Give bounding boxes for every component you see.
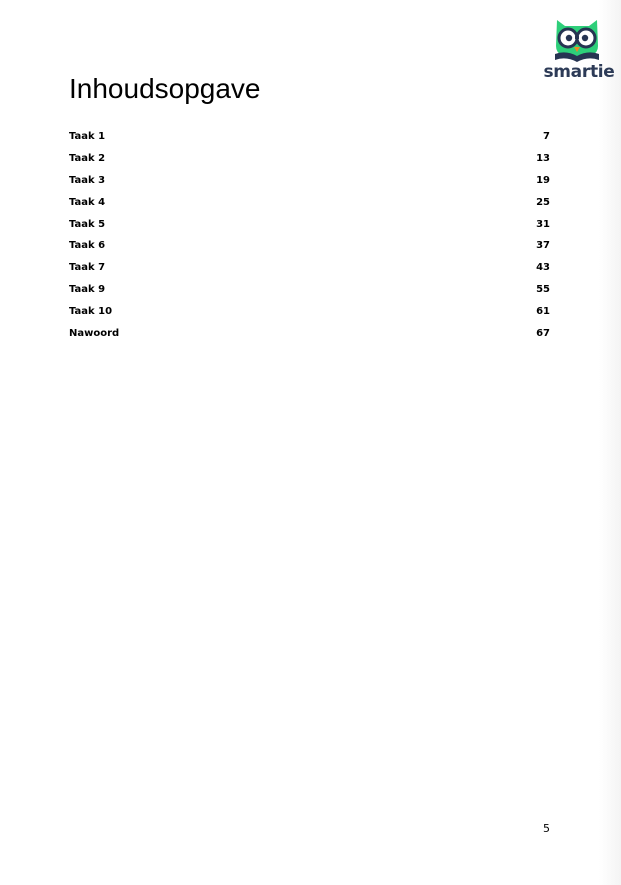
- toc-entry-page: 61: [536, 305, 550, 317]
- toc-row[interactable]: [69, 191, 550, 213]
- toc-entry-page: 37: [536, 240, 550, 252]
- toc-row[interactable]: [69, 148, 550, 170]
- toc-row[interactable]: [69, 322, 550, 344]
- table-of-contents: [69, 126, 550, 344]
- toc-entry-label: Taak 7: [69, 262, 106, 274]
- toc-entry-page: 19: [536, 174, 550, 186]
- toc-row[interactable]: [69, 235, 550, 257]
- page-number: 5: [543, 822, 550, 835]
- toc-row[interactable]: [69, 126, 550, 148]
- toc-row[interactable]: [69, 279, 550, 301]
- page-edge-shadow: [599, 0, 621, 885]
- toc-entry-page: 55: [536, 283, 550, 295]
- logo-wordmark: smartie: [543, 62, 615, 82]
- toc-entry-label: Taak 5: [69, 218, 106, 230]
- toc-entry-page: 13: [536, 153, 550, 165]
- toc-entry-label: Taak 1: [69, 131, 106, 143]
- page-title: Inhoudsopgave: [69, 73, 261, 104]
- toc-row[interactable]: [69, 257, 550, 279]
- toc-entry-page: 67: [536, 327, 550, 339]
- toc-entry-label: Taak 10: [69, 305, 113, 317]
- toc-entry-page: 25: [536, 196, 550, 208]
- toc-entry-label: Taak 4: [69, 196, 106, 208]
- toc-entry-label: Taak 3: [69, 174, 106, 186]
- toc-entry-page: 43: [536, 262, 550, 274]
- toc-entry-page: 31: [536, 218, 550, 230]
- toc-row[interactable]: [69, 213, 550, 235]
- smartie-logo: [541, 16, 617, 88]
- toc-entry-label: Taak 9: [69, 283, 106, 295]
- toc-entry-label: Taak 6: [69, 240, 106, 252]
- toc-entry-label: Nawoord: [69, 327, 120, 339]
- toc-row[interactable]: [69, 300, 550, 322]
- owl-with-glasses-icon: [551, 16, 603, 62]
- toc-entry-label: Taak 2: [69, 153, 106, 165]
- toc-row[interactable]: [69, 170, 550, 192]
- toc-entry-page: 7: [543, 131, 550, 143]
